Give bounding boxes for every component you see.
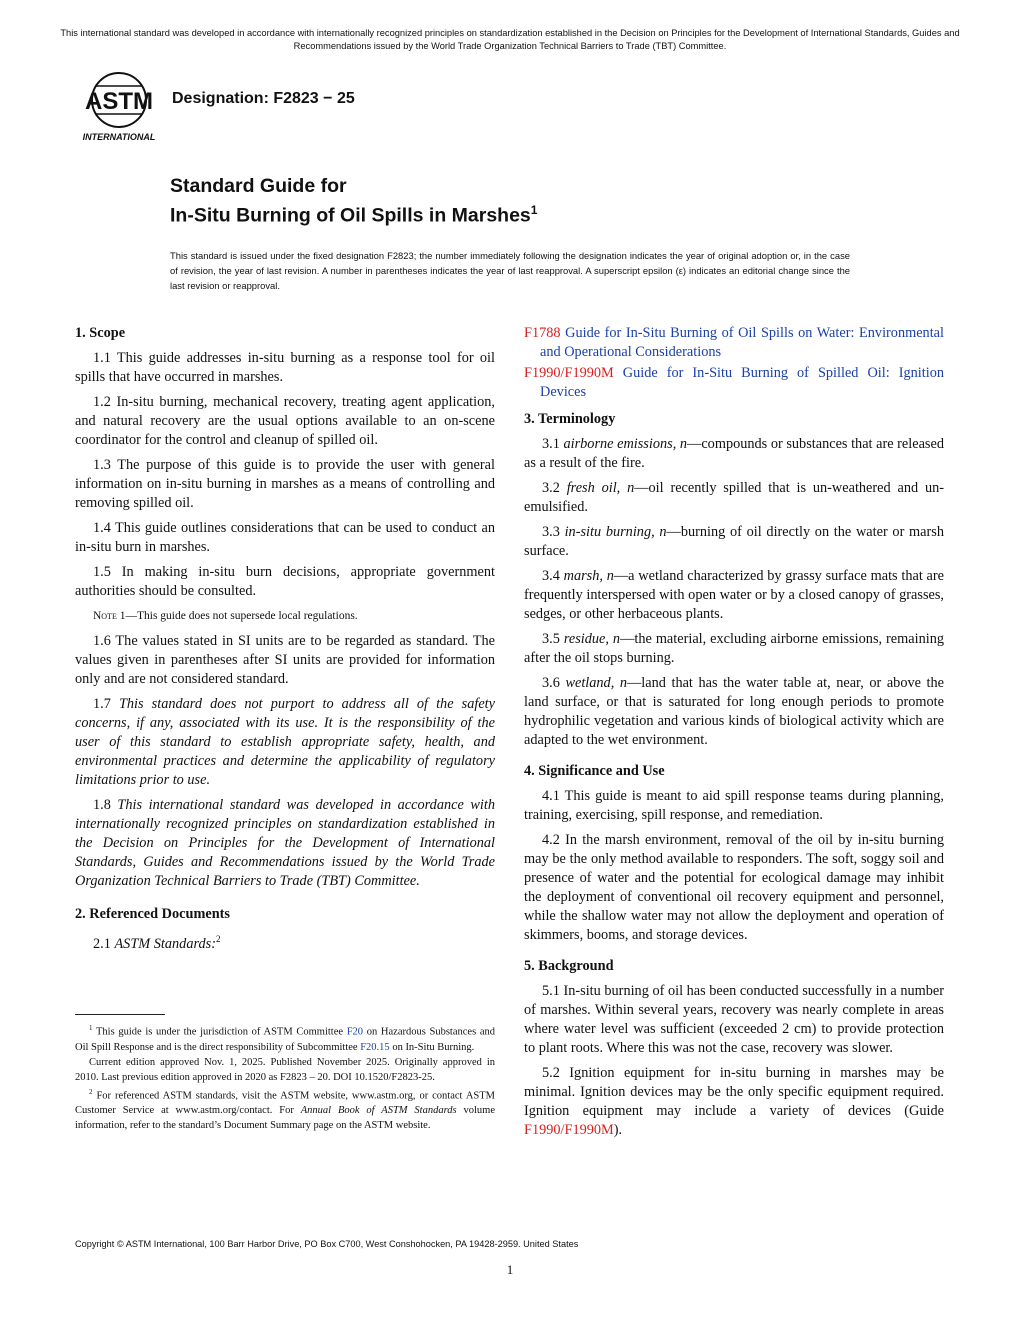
- term-3-2-num: 3.2: [542, 480, 567, 496]
- term-3-3-term: in-situ burning, n: [564, 524, 667, 540]
- designation: Designation: F2823 − 25: [172, 90, 355, 107]
- term-3-1-term: airborne emissions, n: [563, 436, 688, 452]
- footnote-2: [75, 1085, 495, 1134]
- term-3-2: [524, 479, 944, 517]
- para-1-8: [75, 796, 495, 891]
- footnote-1: [75, 1021, 495, 1055]
- term-3-5-def: —the material, excluding airborne emissions, remaining after the oil stops burning.: [524, 631, 945, 666]
- para-1-7-text: This standard does not purport to address all of the safety concerns, if any, associated with its use. It is the responsibility of the user of this standard to establish appropriate safety, health, and environmental practices and determine the applicability of regulatory limitations prior to use.: [75, 696, 495, 788]
- footnote-2-mark: 2: [89, 1087, 93, 1096]
- footnote-separator: [75, 1014, 165, 1015]
- footnotes: [75, 1021, 495, 1133]
- footnote-2-text-b: volume information, refer to the standard’s Document Summary page on the ASTM website.: [75, 1105, 496, 1131]
- section-3-heading: 3. Terminology: [524, 411, 616, 427]
- link-f1990[interactable]: F1990/F1990M: [524, 1122, 614, 1138]
- right-column: [524, 324, 944, 1146]
- term-3-1: [524, 435, 944, 473]
- astm-logo-icon: [75, 70, 163, 144]
- term-3-4-term: marsh, n: [563, 568, 614, 584]
- page-number: 1: [506, 1262, 514, 1277]
- tbt-notice: This international standard was developed in accordance with internationally recognized principles on standardization established in the Decision on Principles for the Development of International Standards, Guides and Recommendations issued by the World Trade Organization Technical Barriers to Trade (TBT) Committee.: [60, 28, 960, 51]
- section-1-heading: 1. Scope: [75, 325, 126, 341]
- term-3-3: [524, 523, 944, 561]
- para-4-2: 4.2 In the marsh environment, removal of the oil by in-situ burning may be the only method available to responders. The soft, soggy soil and presence of water and the potential for ecological damage may inhibit the deployment of conventional oil recovery equipment and personnel, while the shallow water may not allow the deployment and operation of skimmers, booms, and storage devices.: [524, 832, 944, 943]
- term-3-5: [524, 630, 944, 668]
- term-3-6-def: —land that has the water table at, near, or above the land surface, or that is saturated for long enough periods to promote hydrophilic vegetation and various kinds of biological activity which are adapted to the wet environment.: [524, 675, 944, 748]
- term-3-6: [524, 674, 944, 750]
- term-3-6-term: wetland, n: [565, 675, 627, 691]
- para-1-8-text: This international standard was developed in accordance with internationally recognized principles on standardization established in the Decision on Principles for the Development of International Standards, Guides and Recommendations issued by the World Trade Organization Technical Barriers to Trade (TBT) Committee.: [75, 797, 495, 889]
- term-3-4-num: 3.4: [542, 568, 564, 584]
- link-f20[interactable]: F20: [346, 1026, 364, 1038]
- term-3-2-term: fresh oil, n: [566, 480, 635, 496]
- para-2-1: [75, 930, 495, 954]
- footnote-1-mark: 1: [89, 1024, 93, 1032]
- footnote-1-text-a: This guide is under the jurisdiction of ASTM Committee: [92, 1026, 347, 1038]
- para-1-6: 1.6 The values stated in SI units are to be regarded as standard. The values given in parentheses after SI units are provided for information only and are not considered standard.: [75, 633, 495, 687]
- term-3-3-num: 3.3: [542, 524, 565, 540]
- note-1: [75, 607, 495, 626]
- footnote-2-italic: Annual Book of ASTM Standards: [300, 1105, 457, 1116]
- para-5-2-text-b: ).: [613, 1122, 623, 1138]
- section-4-heading: 4. Significance and Use: [524, 763, 665, 779]
- document-title: [170, 174, 537, 228]
- footnote-1-text-b: on Hazardous Substances and Oil Spill Response and is the direct responsibility of Subcommittee: [75, 1026, 495, 1053]
- para-5-1: 5.1 In-situ burning of oil has been conducted successfully in a number of marshes. Within several years, recovery was nearly complete in areas where water level was sufficient (exceeded 2 cm) to provide protection to plant roots. Where this was not the case, recovery was slower.: [524, 983, 944, 1056]
- para-4-1: 4.1 This guide is meant to aid spill response teams during planning, training, exercising, spill response, and remediation.: [524, 788, 944, 823]
- para-2-1-text: ASTM Standards:: [114, 935, 216, 952]
- term-3-5-num: 3.5: [542, 631, 564, 647]
- term-3-4: [524, 567, 944, 624]
- footnote-1-text-c: on In-Situ Burning.: [389, 1041, 475, 1053]
- left-column: [75, 324, 495, 960]
- ref-f1990: [524, 364, 944, 402]
- para-5-2: [524, 1064, 944, 1140]
- para-1-4: 1.4 This guide outlines considerations that can be used to conduct an in-situ burn in marshes.: [75, 520, 495, 555]
- ref-f1990-code[interactable]: F1990/F1990M: [524, 365, 614, 381]
- copyright: Copyright © ASTM International, 100 Barr Harbor Drive, PO Box C700, West Conshohocken, PA 19428-2959. United States: [75, 1239, 579, 1249]
- para-1-1: 1.1 This guide addresses in-situ burning as a response tool for oil spills that have occurred in marshes.: [75, 350, 495, 385]
- link-f20-15[interactable]: F20.15: [360, 1041, 390, 1053]
- term-3-6-num: 3.6: [542, 675, 566, 691]
- title-line-1: Standard Guide for: [170, 175, 347, 197]
- para-5-2-text-a: 5.2 Ignition equipment for in-situ burning in marshes may be minimal. Ignition devices may be the only specific equipment required. Ignition equipment may include a variety of devices (Guide: [524, 1065, 944, 1119]
- para-2-1-mark: 2: [216, 934, 221, 944]
- para-1-7-num: 1.7: [93, 696, 119, 712]
- logo-subtext: INTERNATIONAL: [82, 132, 156, 142]
- issue-note: This standard is issued under the fixed designation F2823; the number immediately following the designation indicates the year of original adoption or, in the case of revision, the year of last revision. A number in parentheses indicates the year of last reapproval. A superscript epsilon (ε) indicates an editorial change since the last revision or reapproval.: [170, 250, 850, 291]
- title-footnote-mark: 1: [530, 203, 538, 217]
- term-3-3-def: —burning of oil directly on the water or marsh surface.: [524, 524, 944, 559]
- term-3-4-def: —a wetland characterized by grassy surface mats that are frequently interspersed with open water or by a closed canopy of grasses, sedges, or other herbaceous plants.: [524, 568, 945, 622]
- term-3-2-def: —oil recently spilled that is un-weathered and un-emulsified.: [524, 480, 945, 515]
- ref-f1788: [524, 324, 944, 362]
- note-label: Note 1: [93, 610, 126, 622]
- footnote-1-edition: Current edition approved Nov. 1, 2025. Published November 2025. Originally approved in 2010. Last previous edition approved in 2020 as F2823 – 20. DOI 10.1520/F2823-25.: [75, 1056, 495, 1083]
- term-3-5-term: residue, n: [563, 631, 621, 647]
- term-3-1-def: —compounds or substances that are released as a result of the fire.: [524, 436, 944, 471]
- section-2-heading: 2. Referenced Documents: [75, 906, 230, 922]
- logo-text: ASTM: [85, 88, 153, 115]
- ref-f1990-title[interactable]: Guide for In-Situ Burning of Spilled Oil: Ignition Devices: [540, 365, 944, 400]
- section-5-heading: 5. Background: [524, 958, 614, 974]
- para-1-5: 1.5 In making in-situ burn decisions, appropriate government authorities should be consulted.: [75, 564, 495, 599]
- para-1-3: 1.3 The purpose of this guide is to provide the user with general information on in-situ burning in marshes as a means of controlling and removing spilled oil.: [75, 457, 495, 511]
- footnote-2-text-a: For referenced ASTM standards, visit the ASTM website, www.astm.org, or contact ASTM Customer Service at www.astm.org/contact. For: [75, 1090, 495, 1116]
- ref-f1788-code[interactable]: F1788: [524, 325, 561, 341]
- para-1-2: 1.2 In-situ burning, mechanical recovery, treating agent application, and natural recovery are the usual options available to an on-scene coordinator for the control and cleanup of spilled oil.: [75, 394, 495, 448]
- para-1-7: [75, 695, 495, 790]
- title-line-2: In-Situ Burning of Oil Spills in Marshes: [170, 204, 531, 227]
- para-2-1-num: 2.1: [93, 935, 115, 952]
- note-text: —This guide does not supersede local regulations.: [125, 610, 358, 622]
- ref-f1788-title[interactable]: Guide for In-Situ Burning of Oil Spills on Water: Environmental and Operational Considerations: [540, 325, 944, 360]
- term-3-1-num: 3.1: [542, 436, 564, 452]
- para-1-8-num: 1.8: [93, 797, 118, 813]
